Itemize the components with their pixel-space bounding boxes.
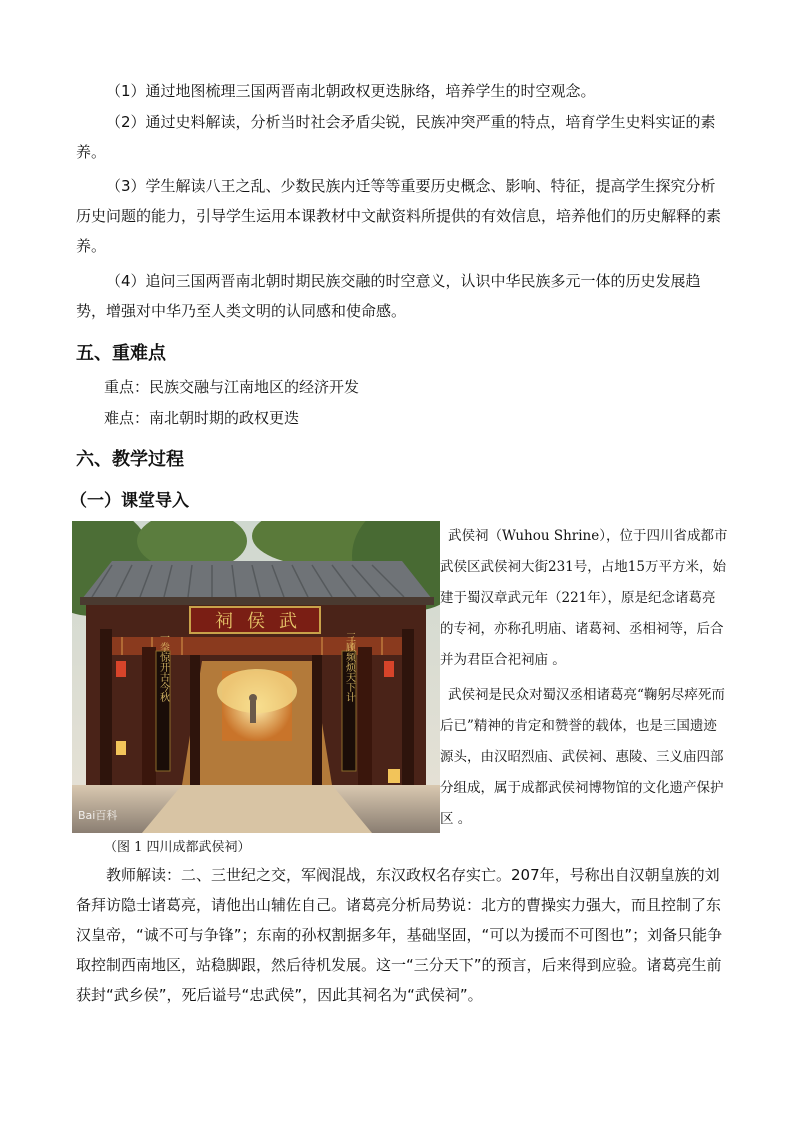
objective-3: （3）学生解读八王之乱、少数民族内迁等等重要历史概念、影响、特征，提高学生探究分析历史问题的能力，引导学生运用本课教材中文献资料所提供的有效信息，培养他们的历史解释的素养。: [76, 177, 722, 255]
plaque-char-3: 祠: [215, 611, 233, 632]
section-6-heading: 六、教学过程: [76, 449, 184, 470]
plaque-char-1: 武: [279, 611, 297, 632]
section-5-heading: 五、重难点: [76, 343, 166, 364]
right-couplet: 三顾频烦天下计: [343, 632, 355, 702]
difficult-point: 难点：南北朝时期的政权更迭: [104, 409, 300, 427]
shrine-description-1: 武侯祠（Wuhou Shrine），位于四川省成都市武侯区武侯祠大街231号，占地15万平方米，始建于蜀汉章武元年（221年），原是纪念诸葛亮的专祠，亦称孔明庙、诸葛祠、丞相祠等，后合并为君臣合祀祠庙 。: [440, 528, 728, 668]
subsection-heading: （一）课堂导入: [70, 491, 189, 511]
plaque-char-2: 侯: [247, 611, 265, 632]
figure-caption: （图 1 四川成都武侯祠）: [104, 840, 251, 855]
wuhou-shrine-photo: [72, 521, 440, 833]
baike-watermark: Bai百科: [78, 809, 118, 822]
left-couplet: 一拳惊开古今秋: [157, 632, 169, 702]
objective-1: （1）通过地图梳理三国两晋南北朝政权更迭脉络，培养学生的时空观念。: [106, 82, 596, 100]
objective-4: （4）追问三国两晋南北朝时期民族交融的时空意义，认识中华民族多元一体的历史发展趋势，增强对中华乃至人类文明的认同感和使命感。: [76, 272, 701, 320]
key-point: 重点：民族交融与江南地区的经济开发: [104, 378, 360, 396]
wuhou-shrine-illustration: [72, 521, 440, 833]
shrine-description-2: 武侯祠是民众对蜀汉丞相诸葛亮“鞠躬尽瘁死而后已”精神的肯定和赞誉的载体，也是三国遗迹源头，由汉昭烈庙、武侯祠、惠陵、三义庙四部分组成，属于成都武侯祠博物馆的文化遗产保护区 。: [440, 687, 725, 827]
objective-2: （2）通过史料解读，分析当时社会矛盾尖锐，民族冲突严重的特点，培育学生史料实证的素养。: [76, 113, 716, 161]
teacher-explanation: 教师解读：二、三世纪之交，军阀混战，东汉政权名存实亡。207年，号称出自汉朝皇族的刘备拜访隐士诸葛亮，请他出山辅佐自己。诸葛亮分析局势说：北方的曹操实力强大，而且控制了东汉皇帝，“诚不可与争锋”；东南的孙权割据多年，基础坚固，“可以为援而不可图也”；刘备只能争取控制西南地区，站稳脚跟，然后待机发展。这一“三分天下”的预言，后来得到应验。诸葛亮生前获封“武乡侯”，死后谥号“忠武侯”，因此其祠名为“武侯祠”。: [76, 866, 723, 1004]
